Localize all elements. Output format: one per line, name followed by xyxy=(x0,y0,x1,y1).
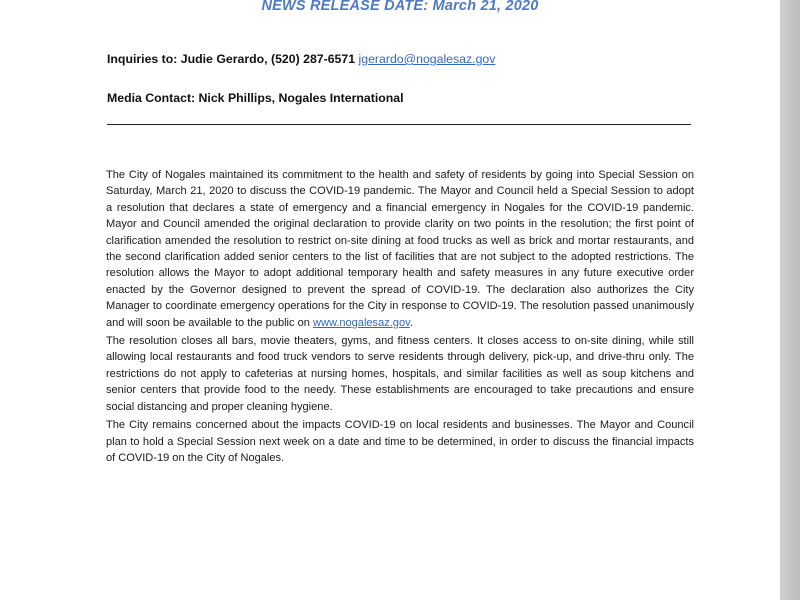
paragraph-2: The resolution closes all bars, movie theaters, gyms, and fitness centers. It closes access to on-site dining, while still allowing local restaurants and food truck vendors to serve residents through delivery, pick-up, and drive-thru only. The restrictions do not apply to cafeterias at nursing homes, hospitals, and similar facilities as well as soup kitchens and senior centers that provide food to the needy. These establishments are encouraged to take precautions and ensure social distancing and proper cleaning hygiene. xyxy=(106,335,694,413)
media-contact-line: Media Contact: Nick Phillips, Nogales International xyxy=(107,91,404,105)
release-body xyxy=(106,167,694,468)
city-website-link[interactable]: www.nogalesaz.gov xyxy=(312,316,410,329)
paragraph-3: The City remains concerned about the impacts COVID-19 on local residents and businesses. The Mayor and Council plan to hold a Special Session next week on a date and time to be determined, in order to discuss the financial impacts of COVID-19 on the City of Nogales. xyxy=(106,419,694,464)
release-date-heading: NEWS RELEASE DATE: March 21, 2020 xyxy=(261,0,539,14)
inquiries-label: Inquiries to: Judie Gerardo, (520) 287-6571 xyxy=(107,52,356,66)
paragraph-1 xyxy=(106,167,694,331)
page-edge xyxy=(780,0,800,600)
inquiries-email-link[interactable]: jgerardo@nogalesaz.gov xyxy=(358,52,496,66)
paragraph-1-text: The City of Nogales maintained its commitment to the health and safety of residents by going into Special Session on Saturday, March 21, 2020 to discuss the COVID-19 pandemic. The Mayor and Council held a Special Session to adopt a resolution that declares a state of emergency and a financial emergency in Nogales for the COVID-19 pandemic. Mayor and Council amended the original declaration to provide clarity on two points in the resolution; the first point of clarification amended the resolution to restrict on-site dining at food trucks as well as brick and mortar restaurants, and the second clarification added senior centers to the list of facilities that are not subject to the adopted restrictions. The resolution allows the Mayor to adopt additional temporary health and safety measures in any future executive order enacted by the Governor designed to prevent the spread of COVID-19. The declaration also authorizes the City Manager to coordinate emergency operations for the City in response to COVID-19. The resolution passed unanimously and will soon be available to the public on xyxy=(106,169,694,329)
inquiries-line xyxy=(107,52,495,66)
paragraph-1-end: . xyxy=(409,316,413,329)
header-divider xyxy=(107,124,691,125)
